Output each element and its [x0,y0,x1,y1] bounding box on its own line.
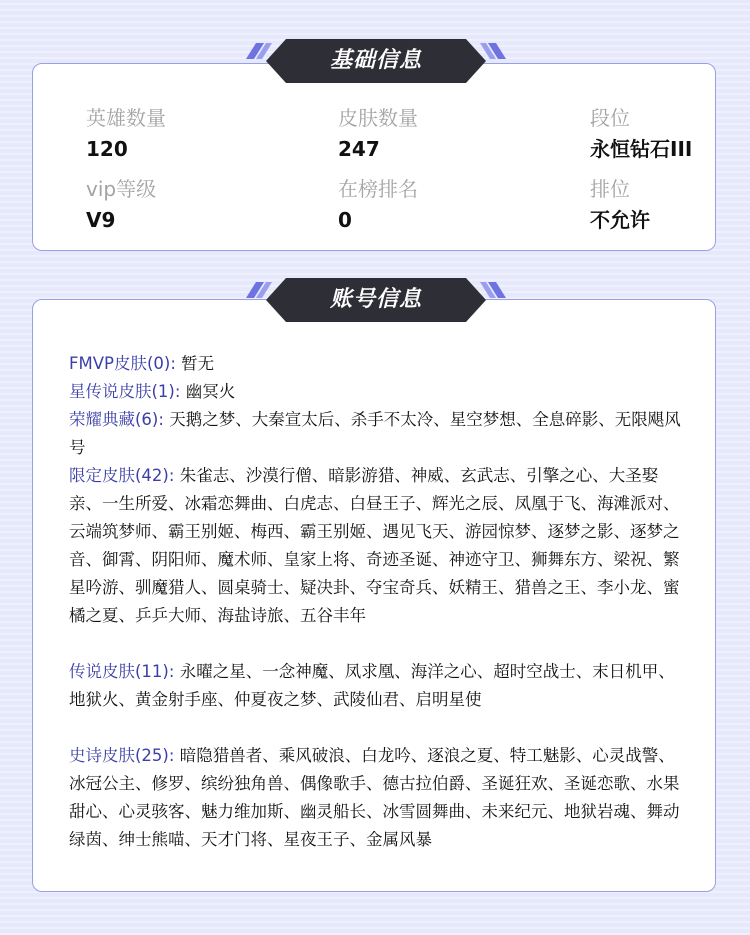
fmvp-skins-entry [69,350,685,378]
basic-info-title: 基础信息 [329,48,422,73]
fmvp-skins-value: 暂无 [181,354,215,373]
basic-info-card [32,63,716,251]
rank-cell [590,106,692,161]
ranking-value: 不允许 [590,208,650,232]
hero-count-value: 120 [86,137,128,161]
legend-skins-label: 传说皮肤(11): [69,662,175,681]
epic-skins-entry [69,742,685,854]
leaderboard-value: 0 [338,208,352,232]
glory-collection-entry [69,406,685,462]
epic-skins-value: 暗隐猎兽者、乘风破浪、白龙吟、逐浪之夏、特工魅影、心灵战警、冰冠公主、修罗、缤纷独角兽、偶像歌手、德古拉伯爵、圣诞狂欢、圣诞恋歌、水果甜心、心灵骇客、魅力维加斯、幽灵船长、冰雪圆舞曲、未来纪元、地狱岩魂、舞动绿茵、绅士熊喵、天才门将、星夜王子、金属风暴 [69,746,680,849]
legend-skins-entry [69,658,685,714]
skin-count-value: 247 [338,137,380,161]
fmvp-skins-label: FMVP皮肤(0): [69,354,176,373]
account-info-banner [246,276,506,324]
legend-skins-value: 永曜之星、一念神魔、凤求凰、海洋之心、超时空战士、末日机甲、地狱火、黄金射手座、仲夏夜之梦、武陵仙君、启明星使 [69,662,675,709]
limited-skins-entry [69,462,685,630]
rank-value: 永恒钻石III [590,137,693,161]
star-legend-skins-value: 幽冥火 [185,382,236,401]
hero-count-label: 英雄数量 [86,106,166,130]
hero-count-cell [86,106,166,161]
ranking-cell [590,177,650,232]
account-info-title: 账号信息 [329,287,422,312]
leaderboard-label: 在榜排名 [338,177,418,201]
rank-label: 段位 [590,106,630,130]
star-legend-skins-label: 星传说皮肤(1): [69,382,181,401]
star-legend-skins-entry [69,378,685,406]
ranking-label: 排位 [590,177,630,201]
skin-list [69,350,685,854]
limited-skins-label: 限定皮肤(42): [69,466,175,485]
limited-skins-value: 朱雀志、沙漠行僧、暗影游猎、神威、玄武志、引擎之心、大圣娶亲、一生所爱、冰霜恋舞曲、白虎志、白昼王子、辉光之辰、凤凰于飞、海滩派对、云端筑梦师、霸王别姬、梅西、霸王别姬、遇见飞天、游园惊梦、逐梦之影、逐梦之音、御霄、阴阳师、魔术师、皇家上将、奇迹圣诞、神迹守卫、狮舞东方、梁祝、繁星吟游、驯魔猎人、圆桌骑士、疑决卦、夺宝奇兵、妖精王、猎兽之王、李小龙、蜜橘之夏、乒乒大师、海盐诗旅、五谷丰年 [69,466,680,625]
vip-cell [86,177,156,232]
skin-count-label: 皮肤数量 [338,106,418,130]
vip-value: V9 [86,208,116,232]
account-info-card [32,299,716,892]
glory-collection-label: 荣耀典藏(6): [69,410,164,429]
leaderboard-cell [338,177,418,232]
glory-collection-value: 天鹅之梦、大秦宣太后、杀手不太冷、星空梦想、全息碎影、无限飓风号 [69,410,681,457]
skin-count-cell [338,106,418,161]
vip-label: vip等级 [86,177,157,201]
basic-info-banner [246,37,506,85]
epic-skins-label: 史诗皮肤(25): [69,746,175,765]
